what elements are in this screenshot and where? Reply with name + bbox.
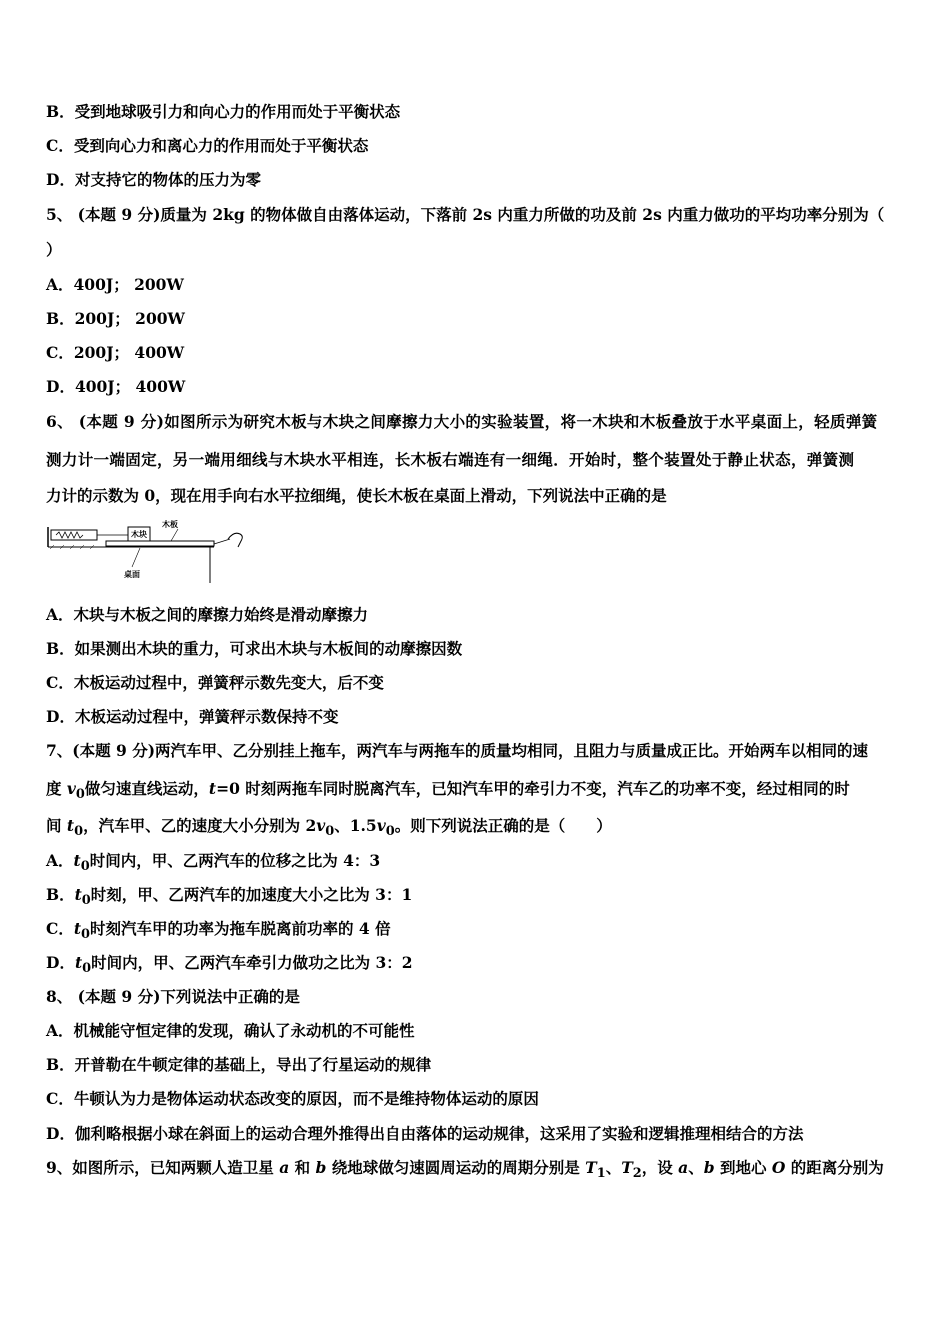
q5-option-d: D．400J； 400W	[46, 377, 186, 396]
q6-option-c: C．木板运动过程中，弹簧秤示数先变大，后不变	[46, 673, 384, 692]
q4-option-b: B．受到地球吸引力和向心力的作用而处于平衡状态	[46, 102, 401, 121]
table-label: 桌面	[124, 570, 140, 579]
q5-stem-end: ）	[46, 240, 62, 259]
q6-option-b: B．如果测出木块的重力，可求出木块与木板间的动摩擦因数	[46, 639, 463, 658]
q6-stem-line-2: 测力计一端固定，另一端用细线与木块水平相连，长木板右端连有一细绳．开始时，整个装置处于静止状态，弹簧测	[46, 450, 855, 469]
pull-rope	[214, 539, 230, 544]
q8-option-a: A．机械能守恒定律的发现，确认了永动机的不可能性	[46, 1021, 415, 1040]
block-label: 木块	[131, 530, 147, 539]
q7-stem-line-2: 度 $v_0$做匀速直线运动，t=0 时刻两拖车同时脱离汽车，已知汽车甲的牵引力不变，汽车乙的功率不变，经过相同的时	[46, 779, 850, 803]
q6-stem-line-3: 力计的示数为 0，现在用手向右水平拉细绳，使长木板在桌面上滑动，下列说法中正确的是	[46, 486, 667, 505]
q8-stem: 8、 (本题 9 分)下列说法中正确的是	[46, 987, 300, 1006]
wood-board	[106, 541, 214, 546]
q6-stem-line-1: 6、 (本题 9 分)如图所示为研究木板与木块之间摩擦力大小的实验装置，将一木块和木板叠放于水平桌面上，轻质弹簧	[46, 412, 878, 431]
board-label: 木板	[162, 520, 178, 529]
q6-option-a: A．木块与木板之间的摩擦力始终是滑动摩擦力	[46, 605, 369, 624]
q7-option-b: B．$t_0$时刻，甲、乙两汽车的加速度大小之比为 3：1	[46, 885, 413, 909]
q7-option-c: C．$t_0$时刻汽车甲的功率为拖车脱离前功率的 4 倍	[46, 919, 391, 943]
hand-icon	[228, 533, 242, 547]
board-label-leader	[171, 529, 178, 541]
q5-option-a: A．400J； 200W	[46, 275, 184, 294]
q7-stem-line-3: 间 $t_0$，汽车甲、乙的速度大小分别为 $2v_0$、$1.5v_0$。则下列说法正确的是（ ）	[46, 816, 612, 840]
q5-option-b: B．200J； 200W	[46, 309, 185, 328]
friction-apparatus-figure	[46, 517, 252, 587]
spring-coil	[56, 532, 83, 538]
table-label-leader	[132, 548, 140, 567]
q9-stem: 9、如图所示，已知两颗人造卫星 a 和 b 绕地球做匀速圆周运动的周期分别是 $T_1$、$T_2$，设 a、b 到地心 O 的距离分别为	[46, 1158, 884, 1182]
q8-option-d: D．伽利略根据小球在斜面上的运动合理外推得出自由落体的运动规律，这采用了实验和逻辑推理相结合的方法	[46, 1124, 804, 1143]
q5-stem: 5、 (本题 9 分)质量为 2kg 的物体做自由落体运动，下落前 2s 内重力所做的功及前 2s 内重力做功的平均功率分别为（	[46, 205, 885, 224]
q4-option-c: C．受到向心力和离心力的作用而处于平衡状态	[46, 136, 369, 155]
q8-option-b: B．开普勒在牛顿定律的基础上，导出了行星运动的规律	[46, 1055, 432, 1074]
q6-option-d: D．木板运动过程中，弹簧秤示数保持不变	[46, 707, 339, 726]
q5-option-c: C．200J； 400W	[46, 343, 185, 362]
q7-option-a: A．$t_0$时间内，甲、乙两汽车的位移之比为 4：3	[46, 851, 381, 875]
q4-option-d: D．对支持它的物体的压力为零	[46, 170, 261, 189]
q7-stem-line-1: 7、(本题 9 分)两汽车甲、乙分别挂上拖车，两汽车与两拖车的质量均相同，且阻力与质量成正比。开始两车以相同的速	[46, 741, 869, 760]
q8-option-c: C．牛顿认为力是物体运动状态改变的原因，而不是维持物体运动的原因	[46, 1089, 539, 1108]
q7-option-d: D．$t_0$时间内，甲、乙两汽车牵引力做功之比为 3：2	[46, 953, 413, 977]
